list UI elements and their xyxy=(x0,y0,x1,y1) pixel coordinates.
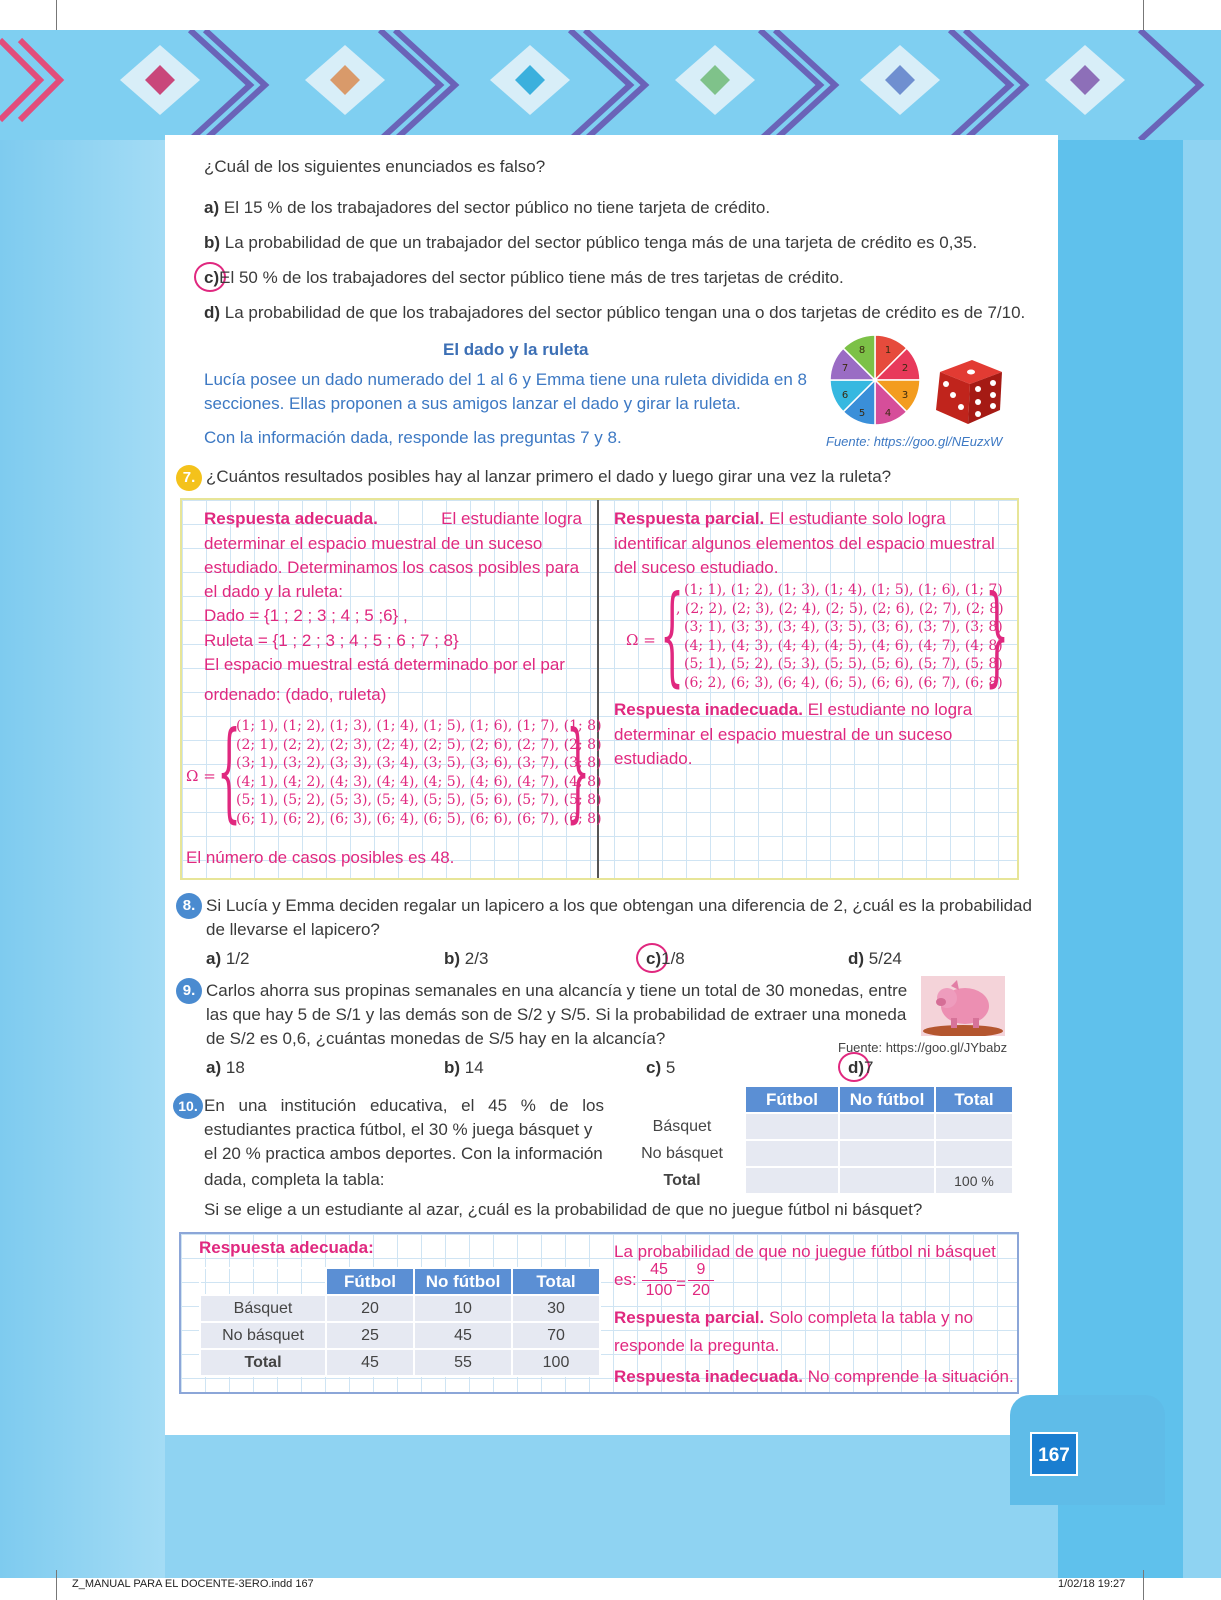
q8-option-a: a) 1/2 xyxy=(206,949,250,968)
q7-adequate-line: Respuesta adecuada. El estudiante logra xyxy=(204,509,582,528)
question-10-text: Si se elige a un estudiante al azar, ¿cuál es la probabilidad de que no juegue fútbol ni básquet? xyxy=(204,1200,923,1219)
right-margin-band xyxy=(1058,135,1183,1578)
question-number-10: 10. xyxy=(173,1093,203,1119)
q7-inadequate-line: determinar el espacio muestral de un suceso xyxy=(614,725,953,744)
table-cell[interactable] xyxy=(935,1140,1013,1167)
table-cell[interactable] xyxy=(745,1140,839,1167)
dice-image xyxy=(930,354,1006,426)
q7-adequate-line: ordenado: (dado, ruleta) xyxy=(204,685,387,704)
question-number-7: 7. xyxy=(176,465,202,491)
table-cell: 100 % xyxy=(935,1167,1013,1194)
question-7-text: ¿Cuántos resultados posibles hay al lanzar primero el dado y luego girar una vez la ruleta? xyxy=(206,467,892,486)
section-title: El dado y la ruleta xyxy=(443,340,589,359)
option-d: d) La probabilidad de que los trabajadores del sector público tengan una o dos tarjetas de crédito es de 7/10. xyxy=(204,303,1026,322)
q8-option-c: c)1/8 xyxy=(646,949,685,968)
roulette-image xyxy=(828,333,922,427)
option-b: b) La probabilidad de que un trabajador del sector público tenga más de una tarjeta de crédito es 0,35. xyxy=(204,233,978,252)
question-10-text: dada, completa la tabla: xyxy=(204,1170,385,1189)
q7-partial-line: identificar algunos elementos del espacio muestral xyxy=(614,534,995,553)
roulette-number: 7 xyxy=(841,363,849,374)
table-cell[interactable] xyxy=(745,1167,839,1194)
crop-mark xyxy=(1143,0,1144,30)
q10-es-label: es: xyxy=(614,1270,637,1289)
option-a: a) El 15 % de los trabajadores del sector público no tiene tarjeta de crédito. xyxy=(204,198,771,217)
q10-probability-line: La probabilidad de que no juegue fútbol ni básquet xyxy=(614,1242,996,1261)
omega-label: Ω = xyxy=(626,631,656,649)
question-10-text: En una institución educativa, el 45 % de los xyxy=(204,1096,604,1115)
brace-left: { xyxy=(217,709,242,834)
question-number-8: 8. xyxy=(176,893,202,919)
question-10-text: el 20 % practica ambos deportes. Con la información xyxy=(204,1144,603,1163)
q9-option-c: c) 5 xyxy=(646,1058,676,1077)
partial-sample-space-rows: (1; 1), (1; 2), (1; 3), (1; 4), (1; 5), (1; 6), (1; 7) , (2; 2), (2; 3), (2; 4), (2; 5), (2; 6), (2; 7), (2; 8) (3; 1), (3; 3), (3; 4), (3; 5), (3; 6), (3; 7), (3; 8) (4; 1), (4; 3), (4; 4), (4; 5), (4; 6), (4; 7), (4; 8) (5; 1), (5; 2), (5; 3), (5; 5), (5; 6), (5; 7), (5; 8) (6; 2), (6; 3), (6; 4), (6; 5), (6; 6), (6; 7), (6; 8) xyxy=(676,582,1004,691)
sample-space-rows: (1; 1), (1; 2), (1; 3), (1; 4), (1; 5), (1; 6), (1; 7), (1; 8) (2; 1), (2; 2), (2; 3), (2; 4), (2; 5), (2; 6), (2; 7), (2; 8) (3; 1), (3; 2), (3; 3), (3; 4), (3; 5), (3; 6), (3; 7), (3; 8) (4; 1), (4; 2), (4; 3), (4; 4), (4; 5), (4; 6), (4; 7), (4; 8) (5; 1), (5; 2), (5; 3), (5; 4), (5; 5), (5; 6), (5; 7), (5; 8) (6; 1), (6; 2), (6; 3), (6; 4), (6; 5), (6; 6), (6; 7), (6; 8) xyxy=(236,718,602,827)
question-number-9: 9. xyxy=(176,978,202,1004)
question-8-text: de llevarse el lapicero? xyxy=(206,920,380,939)
q7-adequate-line: el dado y la ruleta: xyxy=(204,582,343,601)
q7-partial-line: Respuesta parcial. El estudiante solo logra xyxy=(614,509,946,528)
brace-right: } xyxy=(985,573,1010,698)
fraction-9-20: $\frac{9}{20}$ xyxy=(688,1260,714,1301)
q7-adequate-line: El espacio muestral está determinado por el par xyxy=(204,655,565,674)
roulette-number: 1 xyxy=(884,345,892,356)
page-number: 167 xyxy=(1030,1432,1078,1476)
intro-question: ¿Cuál de los siguientes enunciados es falso? xyxy=(204,157,546,176)
question-8-text: Si Lucía y Emma deciden regalar un lapicero a los que obtengan una diferencia de 2, ¿cuál es la probabilidad xyxy=(206,896,1032,915)
table-cell[interactable] xyxy=(839,1140,935,1167)
question-9-text: de S/2 es 0,6, ¿cuántas monedas de S/5 hay en la alcancía? xyxy=(206,1029,666,1048)
q10-adequate-label: Respuesta adecuada: xyxy=(199,1238,374,1257)
roulette-number: 2 xyxy=(901,363,909,374)
q10-inadequate-line: Respuesta inadecuada. No comprende la situación. xyxy=(614,1367,1014,1386)
table-cell[interactable] xyxy=(839,1167,935,1194)
roulette-number: 6 xyxy=(841,390,849,401)
crop-mark xyxy=(56,1570,57,1600)
section-text: Lucía posee un dado numerado del 1 al 6 y Emma tiene una ruleta dividida en 8 xyxy=(204,370,807,389)
table-cell[interactable] xyxy=(745,1113,839,1140)
q10-blank-table: Fútbol No fútbol Total Básquet No básquet Total 100 % xyxy=(618,1085,1014,1195)
footer-date: 1/02/18 19:27 xyxy=(1058,1578,1126,1590)
brace-right: } xyxy=(566,709,591,834)
q7-roulette-set: Ruleta = {1 ; 2 ; 3 ; 4 ; 5 ; 6 ; 7 ; 8} xyxy=(204,631,459,650)
crop-mark xyxy=(1143,1570,1144,1600)
left-margin-band xyxy=(0,135,165,1578)
decorative-banner xyxy=(0,30,1221,140)
piggy-bank-image xyxy=(921,976,1005,1036)
crop-mark xyxy=(56,0,57,30)
brace-left: { xyxy=(660,573,685,698)
option-c: c)El 50 % de los trabajadores del sector público tiene más de tres tarjetas de crédito. xyxy=(204,268,844,287)
section-text: Con la información dada, responde las preguntas 7 y 8. xyxy=(204,428,622,447)
equals-sign: = xyxy=(676,1274,686,1293)
q10-partial-line: Respuesta parcial. Solo completa la tabla y no xyxy=(614,1308,974,1327)
q9-option-d: d)7 xyxy=(848,1058,874,1077)
q7-adequate-line: determinar el espacio muestral de un suceso xyxy=(204,534,543,553)
q10-answer-table: Fútbol No fútbol Total Básquet 20 10 30 No básquet 25 45 70 Total 45 55 100 xyxy=(199,1267,601,1377)
image-source: Fuente: https://goo.gl/JYbabz xyxy=(838,1040,1008,1055)
fraction-45-100: $\frac{45}{100}$ xyxy=(642,1260,676,1301)
q7-inadequate-line: Respuesta inadecuada. El estudiante no logra xyxy=(614,700,973,719)
q10-partial-line: responde la pregunta. xyxy=(614,1336,780,1355)
q7-dice-set: Dado = {1 ; 2 ; 3 ; 4 ; 5 ;6} , xyxy=(204,606,408,625)
question-9-text: las que hay 5 de S/1 y las demás son de S/2 y S/5. Si la probabilidad de extraer una moneda xyxy=(206,1005,907,1024)
roulette-number: 4 xyxy=(884,408,892,419)
image-source: Fuente: https://goo.gl/NEuzxW xyxy=(826,434,1003,449)
q9-option-a: a) 18 xyxy=(206,1058,245,1077)
table-cell[interactable] xyxy=(935,1113,1013,1140)
q7-partial-line: del suceso estudiado. xyxy=(614,558,779,577)
q7-conclusion: El número de casos posibles es 48. xyxy=(186,848,455,867)
omega-label: Ω = xyxy=(186,767,216,785)
q7-adequate-line: estudiado. Determinamos los casos posibles para xyxy=(204,558,580,577)
q8-option-d: d) 5/24 xyxy=(848,949,902,968)
roulette-number: 3 xyxy=(901,390,909,401)
roulette-number: 8 xyxy=(858,345,866,356)
q9-option-b: b) 14 xyxy=(444,1058,484,1077)
footer-filename: Z_MANUAL PARA EL DOCENTE-3ERO.indd 167 xyxy=(72,1578,314,1590)
table-cell[interactable] xyxy=(839,1113,935,1140)
q7-inadequate-line: estudiado. xyxy=(614,749,693,768)
question-10-text: estudiantes practica fútbol, el 30 % juega básquet y xyxy=(204,1120,593,1139)
question-9-text: Carlos ahorra sus propinas semanales en una alcancía y tiene un total de 30 monedas, entre xyxy=(206,981,908,1000)
q8-option-b: b) 2/3 xyxy=(444,949,489,968)
roulette-number: 5 xyxy=(858,408,866,419)
section-text: secciones. Ellas proponen a sus amigos lanzar el dado y girar la ruleta. xyxy=(204,394,741,413)
